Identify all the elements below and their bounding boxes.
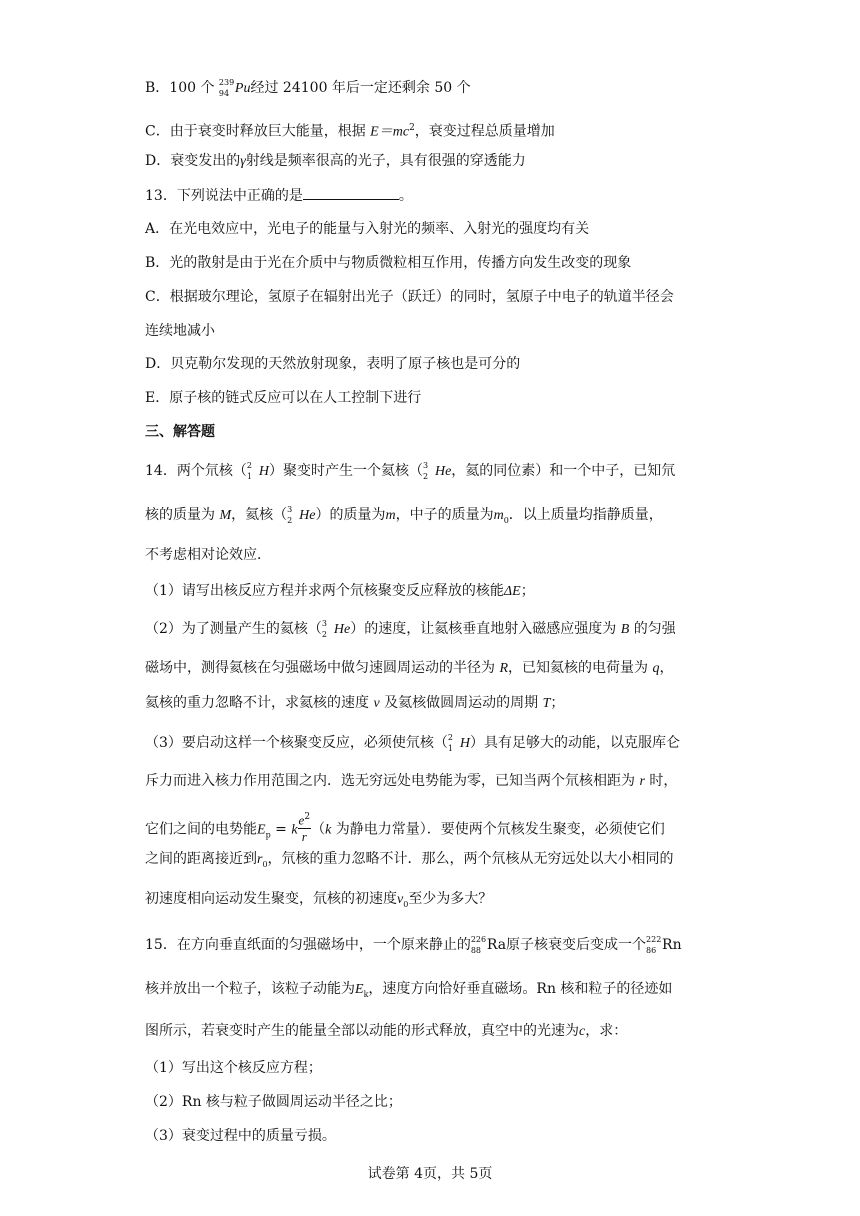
q14-line-3: 不考虑相对论效应． <box>145 547 271 563</box>
q14-part-2: （2）为了测量产生的氦核（ 3 2 He）的速度，让氦核垂直地射入磁感应强度为 B 的匀强 <box>145 619 676 639</box>
q12-option-d: D．衰变发出的γ射线是频率很高的光子，具有很强的穿透能力 <box>145 153 526 169</box>
q13-option-e: E．原子核的链式反应可以在人工控制下进行 <box>145 390 422 406</box>
page-footer: 试卷第 4页，共 5页 <box>367 1166 493 1182</box>
answer-blank[interactable] <box>303 185 399 200</box>
potential-energy-fraction: $\frac{e^2}{r}$ <box>298 812 311 845</box>
q14-part-3-line-5: 初速度相向运动发生聚变，氘核的初速度$v_0$至少为多大？ <box>145 891 493 909</box>
q15-part-2: （2）Rn 核与粒子做圆周运动半径之比； <box>145 1094 402 1110</box>
q13-stem: 13．下列说法中正确的是 。 <box>145 185 413 206</box>
isotope-pu: 239 94 <box>218 78 235 98</box>
isotope-helium3: 3 2 <box>321 619 328 639</box>
gamma-symbol: γ <box>240 154 246 169</box>
isotope-deuterium: 2 1 <box>246 461 252 481</box>
option-text: 经过 24100 年后一定还剩余 50 个 <box>250 80 471 96</box>
isotope-helium3: 3 2 <box>287 505 293 525</box>
q14-line-1: 14．两个氘核（ 2 1 H）聚变时产生一个氦核（ 3 2 He，氦的同位素）和一个中子，已知氘 <box>145 461 676 481</box>
energy-formula: E＝mc <box>370 124 410 140</box>
q14-part-3: （3）要启动这样一个核聚变反应，必须使氘核（ 2 1 H）具有足够大的动能，以克服库仑 <box>145 733 681 753</box>
q14-part-3-line-3: 它们之间的电势能$E_p = k$ $\frac{e^2}{r}$ （k 为静电力常量）．要使两个氘核发生聚变，必须使它们 <box>145 812 665 845</box>
isotope-radium: 226 88 <box>470 935 487 955</box>
q14-part-1: （1）请写出核反应方程并求两个氘核聚变反应释放的核能ΔE； <box>145 583 535 599</box>
q12-option-c: C．由于衰变时释放巨大能量，根据 $E=mc^2$，衰变过程总质量增加 <box>145 123 555 140</box>
q15-line-3: 图所示，若衰变时产生的能量全部以动能的形式释放，真空中的光速为c，求： <box>145 1023 628 1039</box>
q14-part-2-line-2: 磁场中，测得氦核在匀强磁场中做匀速圆周运动的半径为 R，已知氦核的电荷量为 q， <box>145 660 674 676</box>
section-heading: 三、解答题 <box>145 424 215 440</box>
delta-e: ΔE <box>503 584 521 599</box>
q13-option-c-cont: 连续地减小 <box>145 323 215 339</box>
pu-symbol: Pu <box>234 81 251 96</box>
q14-part-3-line-2: 斥力而进入核力作用范围之内．选无穷远处电势能为零，已知当两个氘核相距为 r 时， <box>145 773 678 789</box>
isotope-deuterium: 2 1 <box>447 733 453 753</box>
q14-line-2: 核的质量为 M，氦核（ 3 2 He）的质量为m，中子的质量为$m_0$．以上质量均指静质量， <box>145 505 663 525</box>
q13-option-d: D．贝克勒尔发现的天然放射现象，表明了原子核也是可分的 <box>145 356 521 372</box>
q12-option-b <box>145 78 471 99</box>
q13-option-a: A．在光电效应中，光电子的能量与入射光的频率、入射光的强度均有关 <box>145 221 590 237</box>
q14-part-3-line-4: 之间的距离接近到$r_0$，氘核的重力忽略不计．那么，两个氘核从无穷远处以大小相同的 <box>145 851 674 869</box>
isotope-radon: 222 86 <box>646 935 662 955</box>
option-text: B．100 个 <box>145 80 215 96</box>
q14-part-2-line-3: 氦核的重力忽略不计，求氦核的速度 v 及氦核做圆周运动的周期 T； <box>145 695 565 711</box>
q15-part-3: （3）衰变过程中的质量亏损。 <box>145 1128 336 1144</box>
q15-line-1: 15．在方向垂直纸面的匀强磁场中，一个原来静止的 226 88 Ra原子核衰变后变成一个 222 86 Rn <box>145 935 682 955</box>
q15-line-2: 核并放出一个粒子，该粒子动能为$E_k$，速度方向恰好垂直磁场。Rn 核和粒子的径迹如 <box>145 981 673 999</box>
isotope-helium3: 3 2 <box>422 461 429 481</box>
q15-part-1: （1）写出这个核反应方程； <box>145 1060 322 1076</box>
q13-option-c: C．根据玻尔理论，氢原子在辐射出光子（跃迁）的同时，氢原子中电子的轨道半径会 <box>145 289 674 305</box>
q13-option-b: B．光的散射是由于光在介质中与物质微粒相互作用，传播方向发生改变的现象 <box>145 255 632 271</box>
ep-symbol: E <box>257 822 266 838</box>
